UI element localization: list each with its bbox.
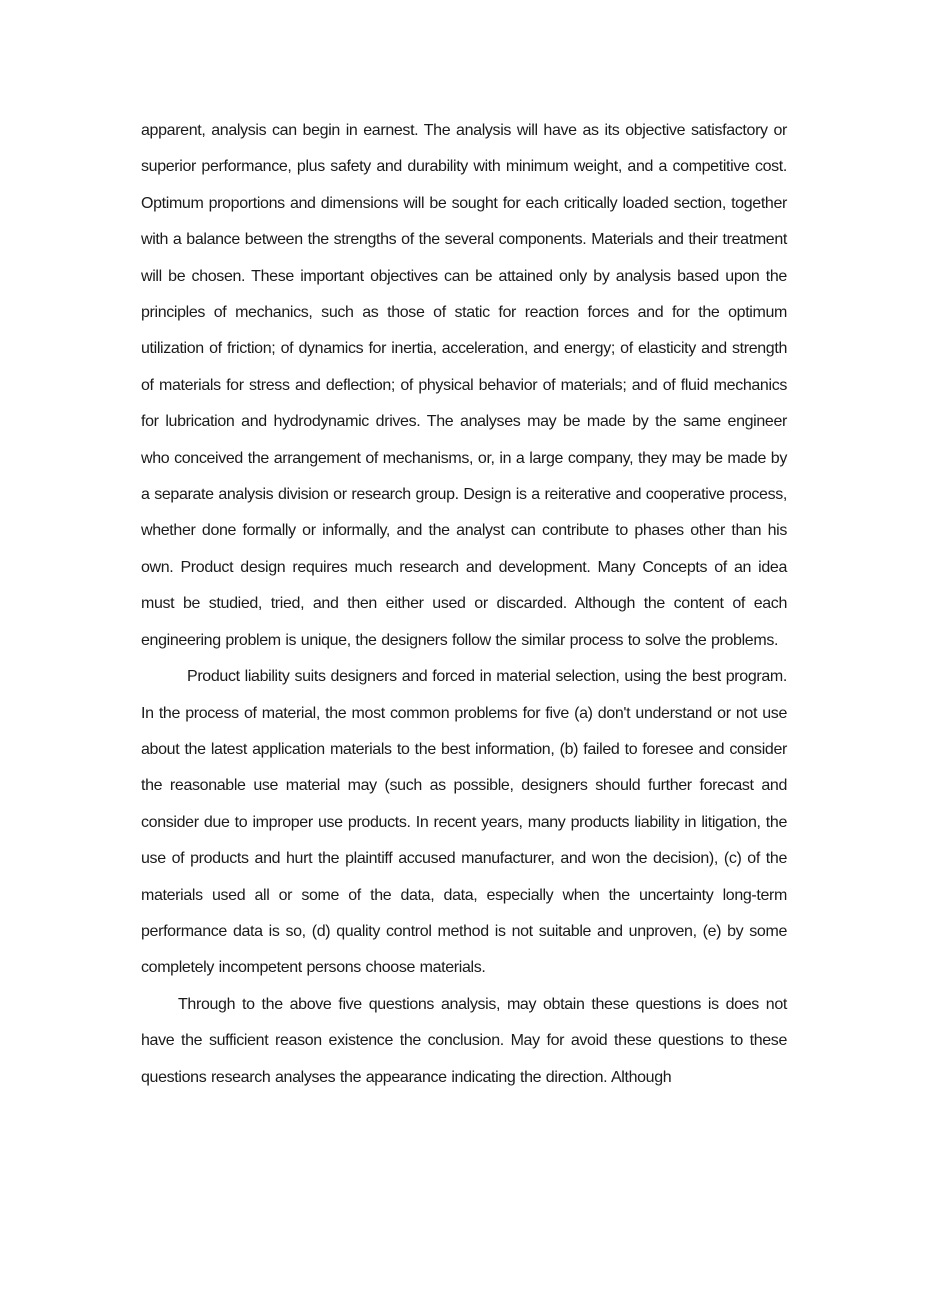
paragraph-design-analysis: apparent, analysis can begin in earnest. The analysis will have as its objective satisfactory or superior performance, plus safety and durability with minimum weight, and a competitive cost. Optimum proportions and dimensions will be sought for each critically loaded section, together with a balance between the strengths of the several components. Materials and their treatment will be chosen. These important objectives can be attained only by analysis based upon the principles of mechanics, such as those of static for reaction forces and for the optimum utilization of friction; of dynamics for inertia, acceleration, and energy; of elasticity and strength of materials for stress and deflection; of physical behavior of materials; and of fluid mechanics for lubrication and hydrodynamic drives. The analyses may be made by the same engineer who conceived the arrangement of mechanisms, or, in a large company, they may be made by a separate analysis division or research group. Design is a reiterative and cooperative process, whether done formally or informally, and the analyst can contribute to phases other than his own. Product design requires much research and development. Many Concepts of an idea must be studied, tried, and then either used or discarded. Although the content of each engineering problem is unique, the designers follow the similar process to solve the problems.: [141, 122, 787, 649]
body-text: [141, 113, 787, 1096]
paragraph-product-liability: Product liability suits designers and forced in material selection, using the best program. In the process of material, the most common problems for five (a) don't understand or not use about the latest application materials to the best information, (b) failed to foresee and consider the reasonable use material may (such as possible, designers should further forecast and consider due to improper use products. In recent years, many products liability in litigation, the use of products and hurt the plaintiff accused manufacturer, and won the decision), (c) of the materials used all or some of the data, data, especially when the uncertainty long-term performance data is so, (d) quality control method is not suitable and unproven, (e) by some completely incompetent persons choose materials.: [141, 668, 787, 977]
paragraph-questions-analysis: Through to the above five questions analysis, may obtain these questions is does not have the sufficient reason existence the conclusion. May for avoid these questions to these questions research analyses the appearance indicating the direction. Although: [141, 995, 787, 1086]
